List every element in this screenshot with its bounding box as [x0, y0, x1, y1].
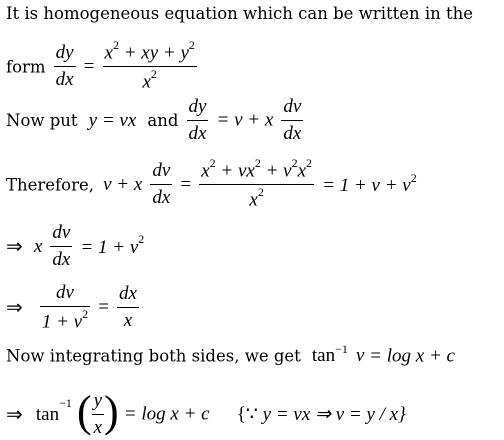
denominator-x: x	[93, 417, 103, 438]
form-word: form	[6, 57, 46, 77]
rhs-result	[322, 170, 417, 196]
substitution: y = vx	[88, 109, 137, 131]
rhs-text: = 1 + v	[80, 236, 139, 258]
exp-2: 2	[150, 67, 157, 82]
and-text: and	[147, 111, 179, 130]
because-symbol: {∵	[236, 404, 258, 425]
lhs-prefix: v + x	[103, 173, 143, 195]
fraction-dv-dx	[150, 160, 172, 209]
exp: 2	[209, 156, 216, 170]
equation-line-2	[6, 40, 200, 94]
numerator-dy: dy	[54, 42, 76, 67]
numerator-dv: dv	[50, 222, 72, 247]
equation-line-3	[6, 96, 306, 145]
rhs-result	[80, 232, 145, 258]
tan-func: tan	[35, 403, 60, 425]
log-result: = log x + c	[123, 403, 210, 425]
left-paren: (	[76, 386, 92, 436]
implies-arrow: ⇒	[6, 236, 23, 258]
now-put-text: Now put	[6, 111, 78, 130]
numerator-y: y	[92, 390, 104, 415]
fraction-y-x	[92, 390, 104, 439]
term: 1 + v	[41, 311, 83, 333]
equals-sign: =	[98, 296, 109, 318]
fraction-big	[199, 158, 314, 212]
exp: 2	[254, 156, 261, 170]
equation-line-8	[6, 386, 406, 439]
reason-text: y = vx ⇒ v = y / x}	[257, 404, 406, 425]
denominator-x: x	[123, 310, 133, 332]
denominator-x2	[103, 67, 197, 93]
fraction-dx-x	[117, 283, 139, 332]
fraction-rhs	[103, 40, 197, 94]
reason	[237, 404, 406, 425]
implies-arrow: ⇒	[6, 297, 23, 320]
numerator-rhs	[103, 40, 197, 67]
fraction-dy-dx	[187, 96, 209, 145]
denominator-dx: dx	[283, 123, 302, 144]
denominator-dx: dx	[55, 69, 74, 91]
denominator-dx: dx	[152, 187, 171, 209]
term: x	[249, 189, 258, 211]
text-line-1	[6, 4, 473, 23]
equation-line-4	[6, 158, 417, 212]
term-x: x	[142, 71, 151, 93]
exp: 2	[306, 156, 313, 170]
rhs-prefix: = v + x	[216, 109, 274, 131]
denominator-x2	[199, 185, 314, 211]
prefix-x: x	[33, 235, 43, 257]
numerator-dx: dx	[117, 283, 139, 308]
exp-2: 2	[188, 38, 195, 52]
fraction-dv-dx	[281, 96, 303, 145]
rhs-text: = 1 + v + v	[322, 174, 411, 196]
text-line-7	[6, 344, 455, 367]
numerator-dv: dv	[281, 96, 303, 121]
equals-sign: =	[83, 55, 95, 77]
exp-minus-1: −1	[335, 342, 348, 356]
term: x	[297, 160, 307, 182]
term-xy-y: + xy + y	[118, 42, 189, 64]
term-x: x	[104, 42, 113, 64]
equals-sign: =	[180, 173, 192, 195]
therefore-text: Therefore,	[6, 175, 94, 195]
term: + vx	[215, 160, 255, 182]
right-paren: )	[104, 386, 119, 436]
term: + v	[260, 160, 292, 182]
var-v: v	[355, 345, 365, 367]
equation-line-6	[6, 282, 142, 333]
fraction-dy-dx	[54, 42, 76, 91]
exp: 2	[291, 156, 298, 170]
fraction-dv-1v2	[40, 282, 90, 333]
exp-2: 2	[112, 38, 119, 52]
exp: 2	[257, 185, 264, 200]
integrating-text: Now integrating both sides, we get	[6, 346, 301, 366]
implies-arrow: ⇒	[6, 404, 23, 426]
denominator-dx: dx	[188, 123, 207, 144]
exp: 2	[138, 232, 145, 247]
numerator-dy: dy	[187, 96, 209, 121]
numerator-dv: dv	[150, 160, 172, 185]
numerator-big	[199, 158, 314, 185]
log-result: = log x + c	[364, 345, 455, 367]
denominator-1-v2	[40, 307, 90, 333]
denominator-dx: dx	[52, 249, 71, 270]
equation-line-5	[6, 222, 144, 271]
tan-func: tan	[311, 345, 336, 367]
numerator-dv: dv	[40, 282, 90, 307]
term: x	[201, 160, 210, 182]
exp: 2	[82, 307, 89, 321]
intro-text: It is homogeneous equation which can be written in the	[6, 4, 474, 23]
exp-minus-1: −1	[59, 396, 72, 410]
exp: 2	[410, 170, 417, 185]
fraction-dv-dx	[50, 222, 72, 271]
